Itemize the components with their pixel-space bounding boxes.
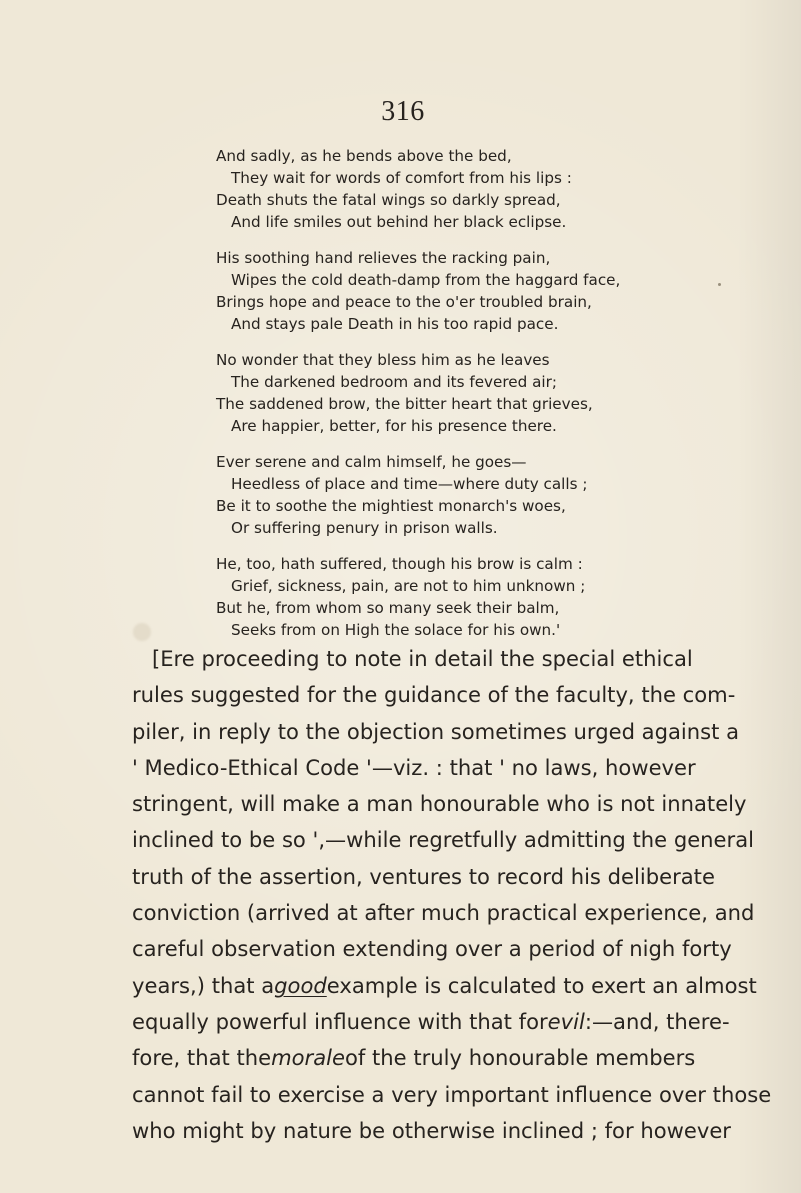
emphasized-word: morale: [271, 1045, 345, 1071]
poem-line: The darkened bedroom and its fevered air;: [231, 373, 557, 391]
poem-line: Are happier, better, for his presence there.: [231, 417, 557, 435]
stanza: [216, 349, 736, 437]
poem-line: No wonder that they bless him as he leaves: [216, 351, 550, 369]
text-run: fore, that the: [132, 1045, 272, 1071]
poem-line: His soothing hand relieves the racking pain,: [216, 249, 551, 267]
emphasized-word: good: [274, 972, 327, 998]
paragraph-line: who might by nature be otherwise inclined ; for however: [132, 1117, 731, 1143]
poem-line: Wipes the cold death-damp from the haggard face,: [231, 271, 621, 289]
poem-line: They wait for words of comfort from his lips :: [231, 169, 572, 187]
poem-line: And stays pale Death in his too rapid pace.: [231, 315, 559, 333]
paragraph-line: conviction (arrived at after much practical experience, and: [132, 900, 755, 926]
paragraph-line: ' Medico-Ethical Code '—viz. : that ' no laws, however: [132, 754, 696, 780]
paragraph-line: stringent, will make a man honourable who is not innately: [132, 791, 747, 817]
paragraph-line: [132, 968, 757, 1004]
text-run: :—and, there-: [584, 1008, 730, 1034]
paragraph-line: piler, in reply to the objection sometimes urged against a: [132, 718, 740, 744]
stanza: [216, 247, 736, 335]
poem-line: Heedless of place and time—where duty calls ;: [231, 475, 588, 493]
paragraph-line: [Ere proceeding to note in detail the special ethical: [152, 646, 693, 671]
text-run: example is calculated to exert an almost: [326, 972, 757, 998]
poem-line: And sadly, as he bends above the bed,: [216, 147, 512, 165]
stanza: [216, 451, 736, 539]
poem-line: Brings hope and peace to the o'er troubled brain,: [216, 293, 592, 311]
poem-line: And life smiles out behind her black eclipse.: [231, 213, 567, 231]
poem-line: Grief, sickness, pain, are not to him unknown ;: [231, 577, 586, 595]
paper-stain: [133, 623, 151, 641]
poem-line: Or suffering penury in prison walls.: [231, 519, 498, 537]
paragraph-line: inclined to be so ',—while regretfully admitting the general: [132, 827, 754, 853]
paragraph-line: [132, 1004, 736, 1040]
emphasized-word: evil: [547, 1008, 585, 1034]
editorial-paragraph: [132, 641, 772, 1149]
poem-line: Death shuts the fatal wings so darkly spread,: [216, 191, 561, 209]
poem-line: Be it to soothe the mightiest monarch's woes,: [216, 497, 566, 515]
text-run: years,) that a: [132, 972, 275, 998]
paragraph-line: cannot fail to exercise a very important influence over those: [132, 1081, 772, 1107]
paragraph-line: careful observation extending over a period of nigh forty: [132, 936, 732, 962]
poem-line: The saddened brow, the bitter heart that grieves,: [216, 395, 593, 413]
paragraph-line: [132, 1040, 736, 1076]
poem-line: But he, from whom so many seek their balm,: [216, 599, 560, 617]
stanza: [216, 553, 736, 641]
poem-line: He, too, hath suffered, though his brow is calm :: [216, 555, 583, 573]
page-number: 316: [381, 96, 425, 127]
poem-line: Seeks from on High the solace for his own.': [231, 621, 561, 639]
stanza: [216, 145, 736, 233]
paragraph-line: truth of the assertion, ventures to record his deliberate: [132, 863, 715, 889]
poem-line: Ever serene and calm himself, he goes—: [216, 453, 527, 471]
text-run: equally powerful influence with that for: [132, 1008, 548, 1034]
text-run: of the truly honourable members: [344, 1045, 696, 1071]
poem: [216, 145, 736, 655]
paragraph-line: rules suggested for the guidance of the faculty, the com-: [132, 682, 736, 708]
